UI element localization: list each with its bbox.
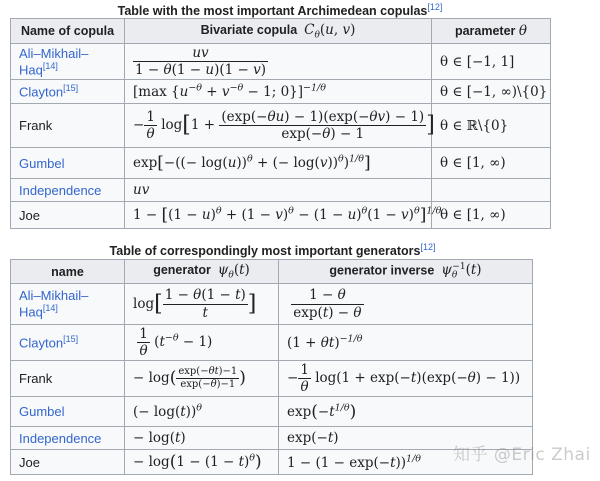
gumbel-link[interactable]: Gumbel	[19, 155, 65, 171]
clayton-copula-formula: [max {$u^{-\theta} + v^{-\theta} - 1$; 0}]$^{-1/\theta}$	[133, 82, 326, 101]
joe-parameter: θ ∈ [1, ∞)	[440, 207, 506, 223]
joe-inverse-formula: $1 - (1 - \exp(-t))^{1/\theta}$	[287, 453, 422, 471]
amh-copula-formula: $\frac{uv}{1 - \theta(1 - u)(1 - v)}$	[135, 44, 267, 78]
clayton-inverse-formula: $(1 + \theta t)^{-1/\theta}$	[287, 333, 363, 352]
generator-cell	[125, 397, 279, 427]
generator-cell	[125, 361, 279, 397]
parameter-cell	[432, 148, 551, 179]
table2-caption	[0, 242, 545, 258]
amh-generator-formula: log[ $\frac{1 - \theta(1 - t)}{t}$ ]	[133, 287, 257, 321]
copula-name-cell	[11, 202, 125, 229]
independence-inverse-formula: exp(−t)	[287, 430, 339, 446]
table2-caption-ref[interactable]: [12]	[420, 242, 436, 252]
header-copula-math: $C_\theta(u$, v)	[304, 21, 356, 41]
header-parameter	[432, 19, 551, 44]
copula-name-cell	[11, 179, 125, 202]
table-row	[11, 104, 551, 148]
gumbel-inverse-formula: $\exp(-t^{1/\theta})$	[287, 401, 357, 422]
archimedean-copulas-table	[10, 18, 551, 229]
copula-formula-cell	[125, 104, 435, 148]
parameter-cell	[432, 44, 551, 80]
header-parameter-label: parameter	[454, 24, 516, 38]
table-row	[11, 361, 533, 397]
gumbel-parameter: θ ∈ [1, ∞)	[440, 155, 506, 171]
joe-copula-formula: $1 - [(1 - u)^\theta + (1 - v)^\theta - (1 - u)^\theta(1 - v)^\theta]^{1/\theta}$	[133, 205, 442, 226]
generator-inverse-cell	[279, 284, 533, 325]
header-inverse-math: $\psi_\theta^{-1}(t)$	[441, 261, 482, 282]
table-row	[11, 44, 551, 80]
clayton-generator-formula: $\frac{1}{\theta}$ $(t^{-\theta} - 1)$	[139, 325, 213, 359]
independence-link[interactable]: Independence	[19, 430, 102, 446]
citation-ref[interactable]: [14]	[42, 60, 58, 71]
amh-parameter: θ ∈ [−1, 1]	[440, 53, 515, 70]
frank-parameter: θ ∈ ℝ\{0}	[440, 117, 509, 134]
citation-ref[interactable]: [14]	[42, 303, 58, 314]
watermark: 知乎 @Eric Zhai	[453, 445, 591, 465]
amh-inverse-formula: $\frac{1 - \theta}{\exp(t) - \theta}$	[293, 287, 362, 321]
generator-name-cell	[11, 284, 125, 325]
ali-mikhail-haq-link[interactable]: Ali–Mikhail–Haq	[19, 45, 89, 78]
generator-name-cell	[11, 361, 125, 397]
copula-name-cell	[11, 148, 125, 179]
table-row	[11, 179, 551, 202]
independence-link[interactable]: Independence	[19, 182, 102, 198]
header-generator-inverse	[279, 260, 533, 284]
table-row	[11, 80, 551, 104]
generator-name-cell	[11, 325, 125, 361]
independence-generator-formula: − log(t)	[133, 430, 186, 446]
gumbel-copula-formula: $\exp[-((- \log(u))^\theta$ + (− log(v))$^\theta$)$^{1/\theta}$]	[133, 153, 371, 174]
copula-formula-cell	[125, 148, 432, 179]
gumbel-link[interactable]: Gumbel	[19, 404, 65, 419]
generator-inverse-cell	[279, 397, 533, 427]
parameter-cell	[432, 80, 551, 104]
header-generator-label: generator	[153, 263, 211, 278]
generator-inverse-cell	[279, 361, 533, 397]
frank-generator-formula: − log( $\frac{\exp(-\theta t)-1}{\exp(-\theta)-1}$ )	[133, 365, 246, 390]
generator-name-cell	[11, 427, 125, 450]
header-name-of-copula: Name of copula	[11, 19, 125, 44]
copula-formula-cell	[125, 44, 432, 80]
citation-ref[interactable]: [15]	[63, 83, 79, 94]
copula-name-cell	[11, 80, 125, 104]
clayton-link[interactable]: Clayton	[19, 335, 64, 351]
table-row	[11, 284, 533, 325]
table2-header-row	[11, 260, 533, 284]
table-row	[11, 397, 533, 427]
header-parameter-math: θ	[518, 23, 528, 39]
header-name: name	[11, 260, 125, 284]
copula-name-cell	[11, 44, 125, 80]
joe-name: Joe	[19, 207, 40, 223]
table1-caption-text: Table with the most important Archimedean copulas	[117, 4, 428, 19]
generator-cell	[125, 427, 279, 450]
generator-cell	[125, 450, 279, 475]
generator-name-cell	[11, 397, 125, 427]
table-row	[11, 202, 551, 229]
citation-ref[interactable]: [15]	[63, 334, 79, 345]
copula-formula-cell	[125, 80, 432, 104]
generator-cell	[125, 284, 279, 325]
header-copula-label: Bivariate copula	[200, 22, 298, 37]
header-bivariate-copula	[125, 19, 432, 44]
generator-cell	[125, 325, 279, 361]
frank-name: Frank	[19, 118, 53, 133]
table2-caption-text: Table of correspondingly most important generators	[109, 244, 421, 259]
generator-inverse-cell	[279, 325, 533, 361]
generator-name-cell	[11, 450, 125, 475]
copula-formula-cell	[125, 202, 442, 229]
frank-name: Frank	[19, 371, 53, 386]
independence-copula-formula: uv	[133, 182, 150, 198]
clayton-parameter: θ ∈ [−1, ∞)\{0}	[440, 83, 548, 100]
joe-generator-formula: − $\log(1 - (1 - t)^\theta)$	[133, 452, 262, 473]
table1-header-row	[11, 19, 551, 44]
table-row	[11, 325, 533, 361]
parameter-cell	[432, 202, 551, 229]
parameter-cell	[432, 179, 551, 202]
gumbel-generator-formula: (− log(t))$^\theta$	[133, 402, 202, 421]
header-inverse-label: generator inverse	[329, 263, 435, 278]
frank-inverse-formula: − $\frac{1}{\theta}$ log(1 + exp(−t)(exp(−θ) − 1))	[287, 361, 521, 395]
copula-formula-cell	[125, 179, 432, 202]
ali-mikhail-haq-link[interactable]: Ali–Mikhail–Haq	[19, 288, 89, 320]
table1-caption	[0, 2, 560, 18]
joe-name: Joe	[19, 454, 40, 470]
frank-copula-formula: − $\frac{1}{\theta}$ log[1 + $\frac{(\exp(-\theta u) - 1)(\exp(-\theta v) - 1)}{\exp(-\theta) - 1}$ ]	[133, 108, 435, 142]
clayton-link[interactable]: Clayton	[19, 84, 64, 100]
table1-caption-ref[interactable]: [12]	[427, 2, 443, 12]
table-row	[11, 148, 551, 179]
copula-name-cell	[11, 104, 125, 148]
parameter-cell	[432, 104, 551, 148]
header-generator	[125, 260, 279, 284]
header-generator-math: $\psi_\theta(t)$	[217, 262, 250, 281]
